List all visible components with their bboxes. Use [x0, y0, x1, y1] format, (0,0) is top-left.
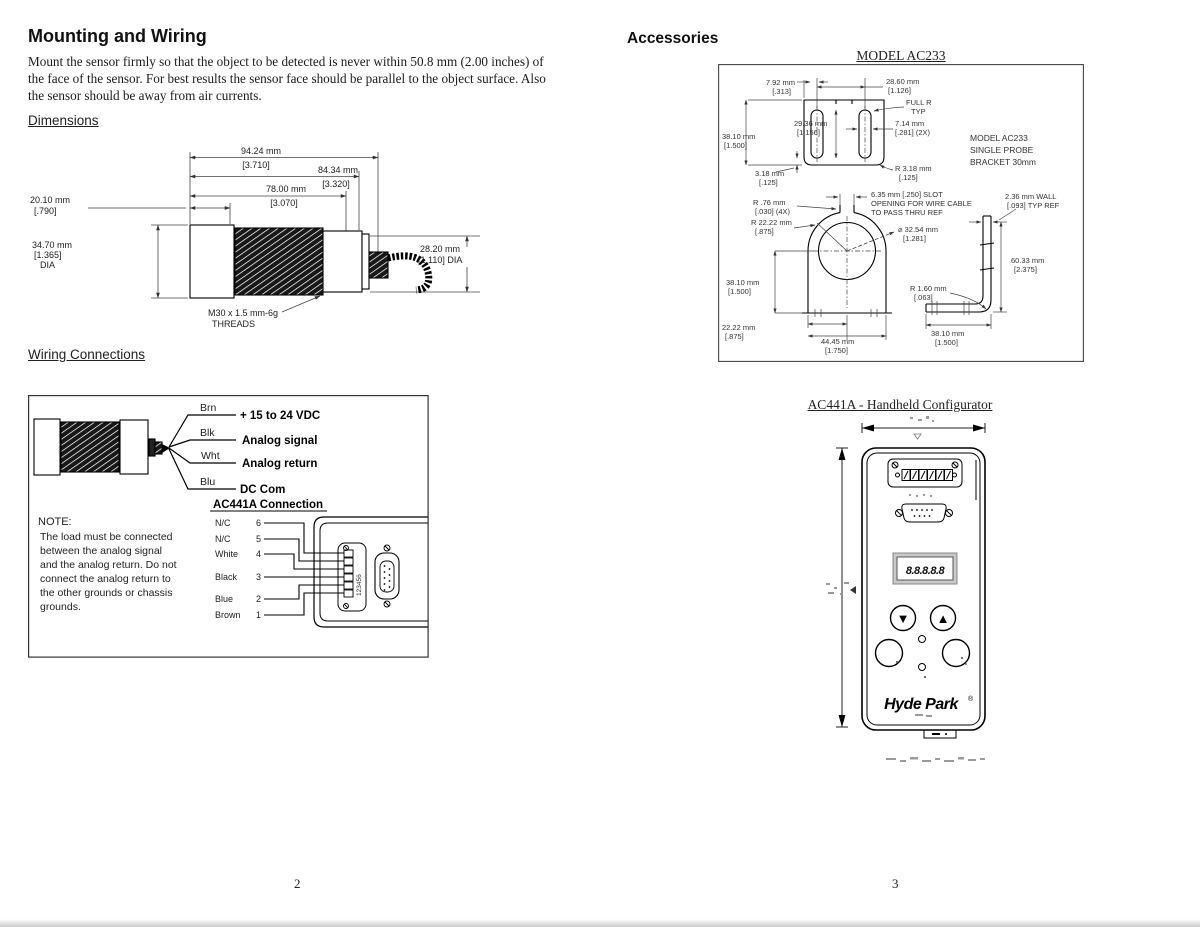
dim-label: [.125]	[759, 178, 778, 187]
dim-label: FULL R	[906, 98, 932, 107]
pin-wire: N/C	[215, 518, 231, 528]
note-line: and the analog return. Do not	[40, 559, 177, 571]
dim-label: TYP	[911, 107, 926, 116]
pin-number: 3	[256, 572, 262, 582]
dim-label: 3.18 mm	[755, 169, 785, 178]
lcd-digits: 8.8.8.8.8	[905, 565, 945, 577]
intro-paragraph	[28, 53, 603, 104]
threads-label: M30 x 1.5 mm-6g	[208, 308, 279, 318]
dim-label: [2.375]	[1014, 265, 1037, 274]
dim-label: 78.00 mm	[265, 184, 307, 194]
note-line: SINGLE PROBE	[970, 145, 1034, 155]
dim-label: 28.60 mm	[886, 77, 920, 86]
dim-label: 29.36 mm	[794, 119, 828, 128]
dim-label: [.875]	[755, 227, 774, 236]
dim-label: R 22.22 mm	[751, 218, 792, 227]
dim-label: 20.10 mm	[30, 195, 71, 205]
dim-label: TO PASS THRU REF	[871, 208, 943, 217]
threads-label: THREADS	[212, 319, 256, 329]
dim-label: 7.14 mm	[895, 119, 925, 128]
page-number-left: 2	[294, 876, 301, 891]
dim-label: 38.10 mm	[726, 278, 760, 287]
round-buttons	[876, 640, 970, 667]
dim-label: [1.500]	[724, 141, 747, 150]
connector-pin-digits: 123456	[356, 574, 363, 596]
wire-signal-label: Analog signal	[242, 435, 318, 447]
note-line: between the analog signal	[40, 545, 163, 557]
dim-label: 2.36 mm WALL	[1005, 192, 1057, 201]
page-number-right: 3	[892, 876, 899, 891]
wire-color-label: Wht	[201, 450, 220, 462]
pin-wire: Blue	[215, 594, 234, 604]
datum-triangle-mark	[914, 434, 921, 439]
dim-label: [.125]	[899, 173, 918, 182]
small-indicator-circle	[919, 664, 926, 671]
dim-label: [1.110] DIA	[418, 255, 463, 265]
ac441a-title: AC441A - Handheld Configurator	[807, 397, 993, 412]
dim-label: [1.500]	[935, 338, 958, 347]
dim-label: [1.750]	[825, 346, 848, 355]
dim-label: [.093] TYP REF	[1007, 201, 1060, 210]
label-dots	[909, 494, 932, 497]
dim-label: 84.34 mm	[317, 165, 359, 175]
wiring-connections-heading: Wiring Connections	[28, 347, 146, 362]
dim-label: [.875]	[725, 332, 744, 341]
dim-label: 6.35 mm [.250] SLOT	[871, 190, 943, 199]
illegible-dim-text-top	[910, 416, 934, 422]
intro-line: Mount the sensor firmly so that the object to be detected is never within 50.8 mm (2.00 inches) of	[28, 54, 544, 69]
note-line: grounds.	[40, 601, 81, 613]
dim-label: [.281] (2X)	[895, 128, 931, 137]
pin-wire: N/C	[215, 534, 231, 544]
registered-mark: ®	[968, 696, 974, 703]
note-block	[38, 516, 177, 613]
section-title-mounting-wiring: Mounting and Wiring	[28, 26, 207, 46]
dim-label: 94.24 mm	[240, 146, 282, 156]
ac441a-device-body	[862, 448, 985, 738]
dim-label: [.063]	[914, 293, 933, 302]
ac233-note	[970, 133, 1036, 167]
pin-wire: Brown	[215, 610, 241, 620]
dim-label: [1.281]	[903, 234, 926, 243]
dimensions-heading: Dimensions	[28, 113, 99, 128]
note-line: BRACKET 30mm	[970, 157, 1036, 167]
dim-label: 44.45 mm	[821, 337, 855, 346]
button-marks	[896, 657, 967, 665]
sensor-dimensions-diagram	[20, 140, 500, 340]
dim-label: 28.20 mm	[420, 244, 461, 254]
wire-color-label: Blu	[200, 476, 216, 488]
ac441a-connection-title: AC441A Connection	[212, 499, 324, 511]
dim-label: 38.10 mm	[931, 329, 965, 338]
dim-label: [1.365]	[34, 250, 62, 260]
up-arrow-icon: ▲	[936, 611, 950, 626]
pin-number: 5	[256, 534, 262, 544]
pin-number: 2	[256, 594, 262, 604]
section-title-accessories: Accessories	[627, 30, 719, 47]
db9-port	[896, 504, 953, 522]
dim-label: R 1.60 mm	[910, 284, 947, 293]
pin-number: 6	[256, 518, 262, 528]
tiny-dot	[924, 676, 926, 678]
dim-label: [.790]	[34, 206, 57, 216]
wire-signal-label: DC Com	[240, 484, 286, 496]
model-ac233-title: MODEL AC233	[856, 48, 946, 63]
wire-signal-label: Analog return	[242, 458, 318, 470]
illegible-dim-text-left	[826, 582, 856, 595]
intro-line: the sensor should be away from air currents.	[28, 88, 262, 103]
intro-line: the face of the sensor. For best results the sensor face should be parallel to the object surface. Also	[28, 71, 546, 86]
note-title: NOTE:	[38, 516, 72, 528]
pin-number: 1	[256, 610, 262, 620]
dim-label: [3.320]	[322, 179, 350, 189]
dim-label: [.030] (4X)	[755, 207, 791, 216]
wire-color-label: Brn	[200, 402, 217, 414]
brand-logo: Hyde Park	[884, 696, 958, 713]
dim-label: OPENING FOR WIRE CABLE	[871, 199, 972, 208]
page-bottom-edge	[0, 919, 1200, 927]
down-arrow-icon: ▼	[896, 611, 910, 626]
dim-label: R .76 mm	[753, 198, 786, 207]
ac233-drawing-box	[718, 64, 1084, 362]
dim-label: [.313]	[772, 87, 791, 96]
pin-number: 4	[256, 549, 262, 559]
note-line: MODEL AC233	[970, 133, 1028, 143]
dim-label: [3.710]	[242, 160, 270, 170]
note-line: The load must be connected	[40, 531, 173, 543]
wiring-diagram-box	[28, 395, 429, 658]
ac441a-device-drawing	[800, 415, 1040, 775]
dim-label: 22.22 mm	[722, 323, 756, 332]
dim-label: ⌀ 32.54 mm	[898, 225, 938, 234]
dim-label: R 3.18 mm	[895, 164, 932, 173]
dim-label: 34.70 mm	[32, 240, 73, 250]
pin-wire: White	[215, 549, 239, 559]
bottom-tab	[924, 730, 956, 738]
dim-label: [3.070]	[270, 198, 298, 208]
small-indicator-circle	[919, 636, 926, 643]
pin-wire: Black	[215, 572, 238, 582]
dim-label: DIA	[40, 260, 56, 270]
dim-label: 60.33 mm	[1011, 256, 1045, 265]
note-line: connect the analog return to	[40, 573, 171, 585]
wire-signal-label: + 15 to 24 VDC	[240, 410, 321, 422]
note-line: the other grounds or chassis	[40, 587, 173, 599]
dim-label: [1.126]	[888, 86, 911, 95]
dim-label: 38.10 mm	[722, 132, 756, 141]
wire-color-label: Blk	[200, 427, 215, 439]
dim-label: [1.500]	[728, 287, 751, 296]
dim-label: 7.92 mm	[765, 78, 795, 87]
dim-label: [1.156]	[797, 128, 820, 137]
terminal-block	[888, 459, 962, 487]
logo-underline-smudge	[915, 714, 923, 716]
